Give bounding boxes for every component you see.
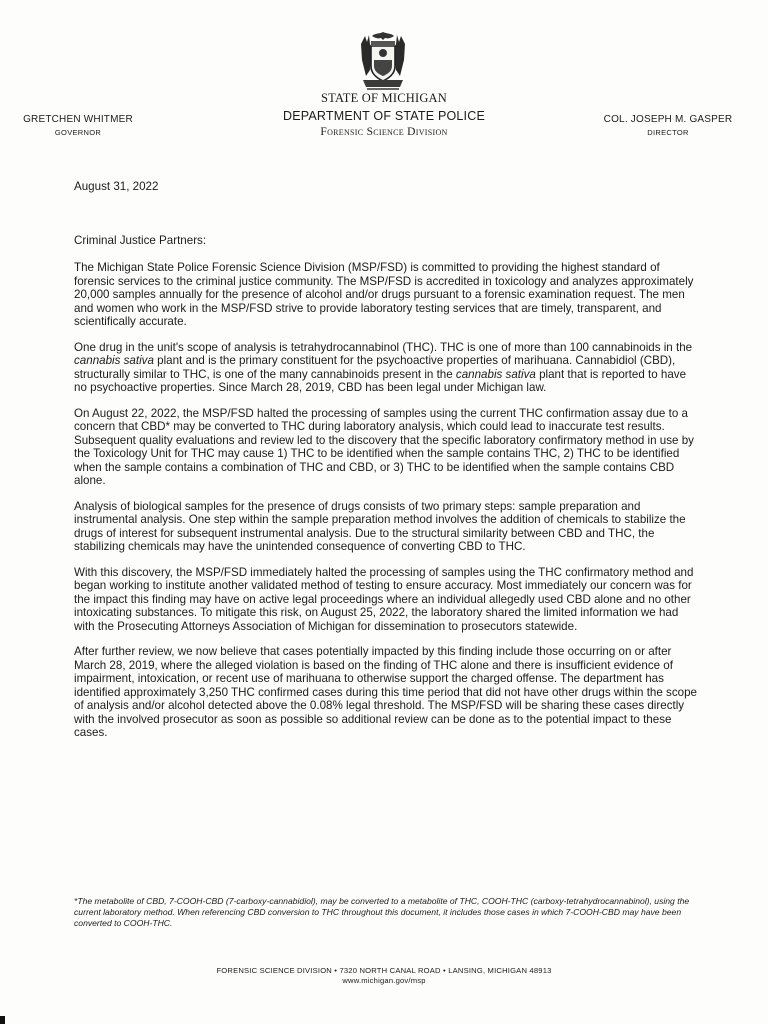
governor-block bbox=[8, 114, 148, 137]
governor-name: GRETCHEN WHITMER bbox=[23, 114, 133, 125]
page-footer bbox=[0, 966, 768, 986]
paragraph-2 bbox=[74, 341, 698, 395]
michigan-state-seal-icon bbox=[357, 30, 409, 92]
salutation: Criminal Justice Partners: bbox=[74, 233, 207, 247]
department-name: DEPARTMENT OF STATE POLICE bbox=[283, 109, 485, 123]
paragraph-2-part-c: plant that is reported to have no psychoactive properties. Since March 28, 2019, CBD has been legal under Michigan law. bbox=[74, 367, 687, 394]
letter-date: August 31, 2022 bbox=[74, 180, 159, 193]
governor-title: GOVERNOR bbox=[54, 128, 102, 137]
division-name: Forensic Science Division bbox=[320, 126, 448, 138]
paragraph-1: The Michigan State Police Forensic Science Division (MSP/FSD) is committed to providing the highest standard of forensic services to the criminal justice community. The MSP/FSD is accredited in toxicology and analyzes approximately 20,000 samples annually for the presence of alcohol and/or drugs pursuant to a forensic examination request. The men and women who work in the MSP/FSD strive to provide laboratory testing services that are timely, transparent, and scientifically accurate. bbox=[74, 261, 694, 328]
director-block bbox=[592, 114, 744, 137]
footer-address: FORENSIC SCIENCE DIVISION • 7320 NORTH CANAL ROAD • LANSING, MICHIGAN 48913 bbox=[216, 966, 552, 975]
paragraph-4: Analysis of biological samples for the presence of drugs consists of two primary steps: sample preparation and instrumental analysis. One step within the sample preparation method involves the addition of chemicals to stabilize the drugs of interest for subsequent instrumental analysis. Due to the structural similarity between CBD and THC, the stabilizing chemicals may have the unintended consequence of converting CBD to THC. bbox=[74, 499, 686, 553]
paragraph-2-part-a: One drug in the unit's scope of analysis is tetrahydrocannabinol (THC). THC is one of more than 100 cannabinoids in the bbox=[74, 340, 693, 354]
italic-cannabis-1: cannabis sativa bbox=[74, 354, 154, 367]
director-name: COL. JOSEPH M. GASPER bbox=[603, 114, 733, 125]
paragraph-3: On August 22, 2022, the MSP/FSD halted the processing of samples using the current THC confirmation assay due to a concern that CBD* may be converted to THC during laboratory analysis, which could lead to inaccurate test results. Subsequent quality evaluations and review led to the discovery that the specific laboratory confirmatory method in use by the Toxicology Unit for THC may cause 1) THC to be identified when the sample contains THC, 2) THC to be identified when the sample contains a combination of THC and CBD, or 3) THC to be identified when the sample contains CBD alone. bbox=[74, 406, 694, 487]
paragraph-6: After further review, we now believe that cases potentially impacted by this finding include those occurring on or after March 28, 2019, where the alleged violation is based on the finding of THC alone and there is insufficient evidence of impairment, intoxication, or recent use of marihuana to otherwise support the charged offense. The department has identified approximately 3,250 THC confirmed cases during this time period that did not have other drugs within the scope of analysis and/or alcohol detected above the 0.08% legal threshold. The MSP/FSD will be sharing these cases directly with the involved prosecutor as soon as possible so additional review can be done as to the potential impact to these cases. bbox=[74, 645, 697, 739]
letter-body bbox=[74, 180, 698, 752]
director-title: DIRECTOR bbox=[647, 128, 689, 137]
scan-edge-mark bbox=[0, 1016, 5, 1024]
state-name: STATE OF MICHIGAN bbox=[320, 91, 447, 105]
italic-cannabis-2: cannabis sativa bbox=[455, 367, 536, 381]
paragraph-5: With this discovery, the MSP/FSD immediately halted the processing of samples using the THC confirmatory method and began working to institute another validated method of testing to ensure accuracy. Most immediately our concern was for the impact this finding may have on active legal proceedings where an individual allegedly used CBD alone and no other intoxicating substances. To mitigate this risk, on August 25, 2022, the laboratory shared the limited information we had with the Prosecuting Attorneys Association of Michigan for dissemination to prosecutors statewide. bbox=[74, 565, 694, 633]
footer-website[interactable]: www.michigan.gov/msp bbox=[342, 976, 426, 985]
footnote: *The metabolite of CBD, 7-COOH-CBD (7-carboxy-cannabidiol), may be converted to a metabolite of THC, COOH-THC (carboxy-tetrahydrocannabinol), using the current laboratory method. When referencing CBD conversion to THC throughout this document, it includes those cases in which 7-COOH-CBD may have been converted to COOH-THC. bbox=[74, 896, 690, 929]
paragraph-2-part-b: plant and is the primary constituent for the psychoactive properties of marihuana. Cannabidiol (CBD), structurally similar to THC, is one of the many cannabinoids present in the bbox=[74, 354, 676, 381]
